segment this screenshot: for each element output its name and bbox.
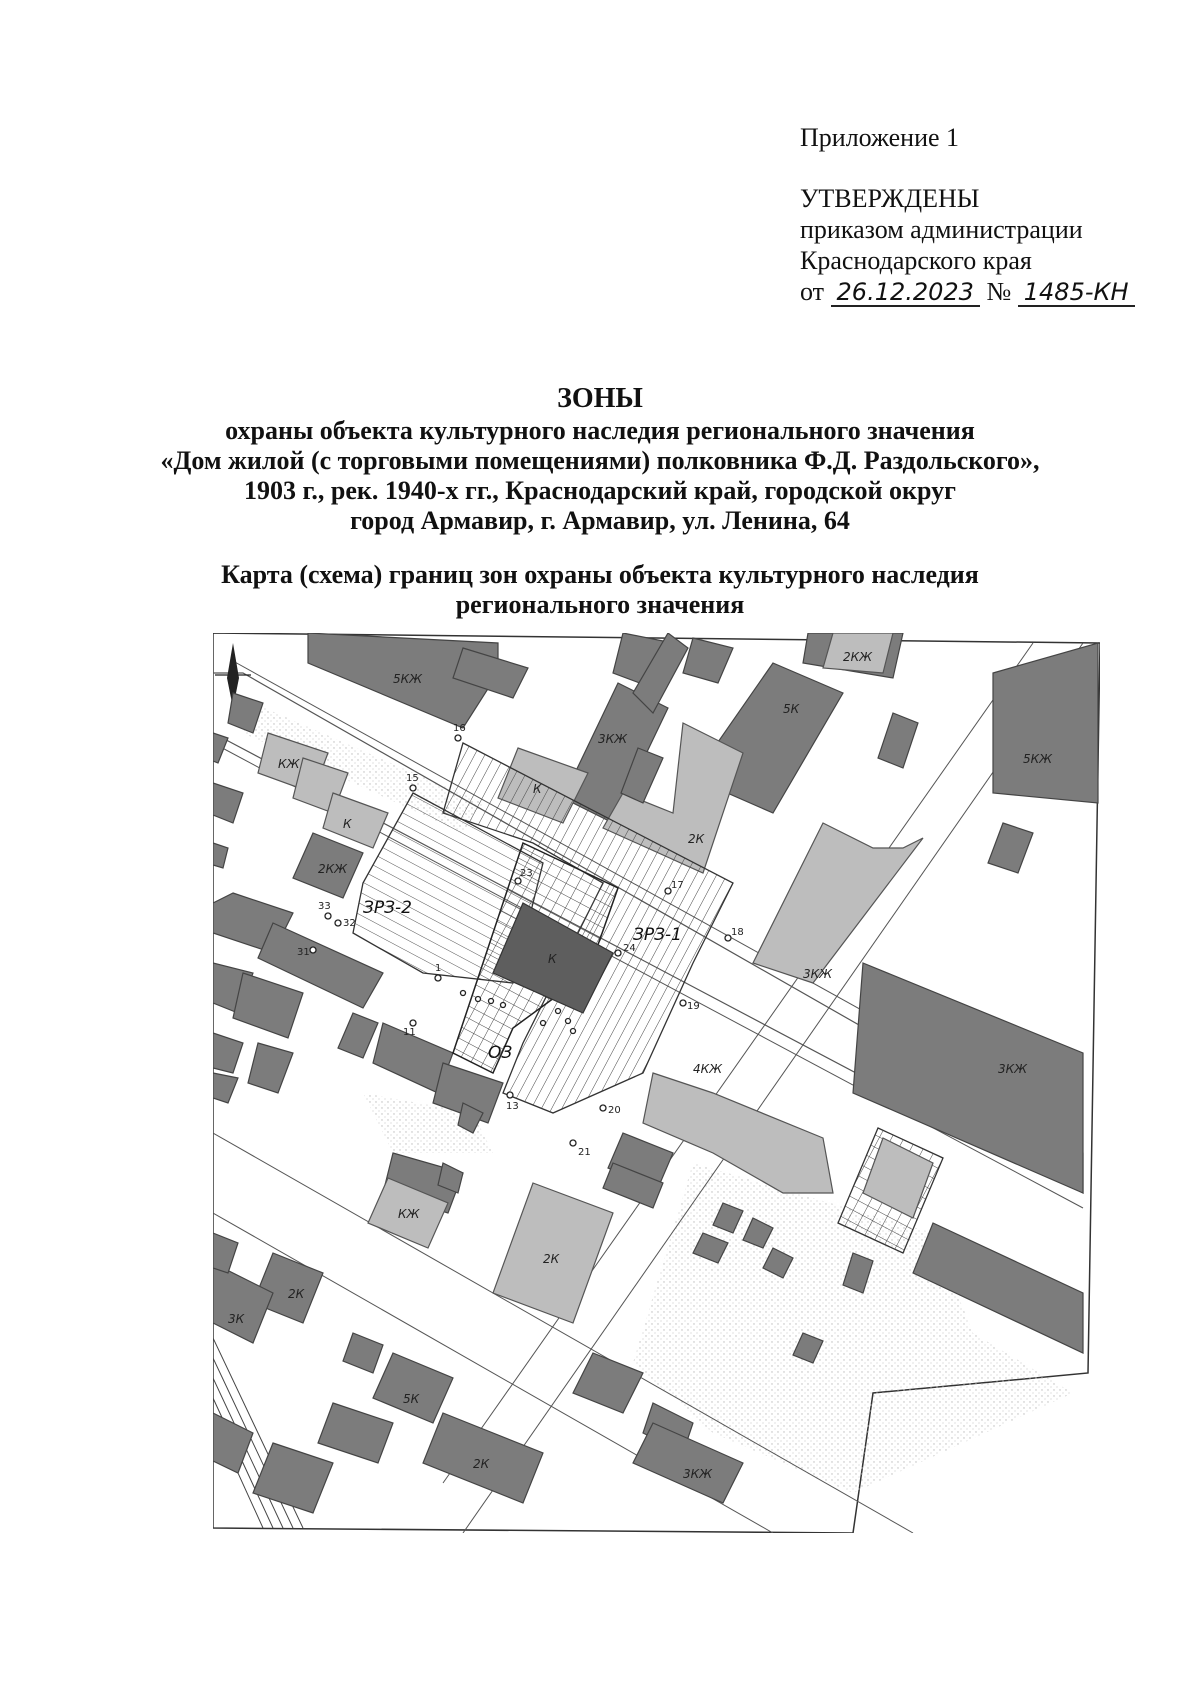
document-heading [120,384,1080,620]
label-3kzh-far: 3КЖ [998,1062,1028,1076]
zone-label-zrz-2: ЗРЗ-2 [363,898,412,918]
point-17: 17 [671,880,684,891]
order-date: 26.12.2023 [831,279,980,307]
label-3kzh-bottom: 3КЖ [683,1467,713,1481]
label-5kzh: 5КЖ [393,672,423,686]
date-prefix: от [800,277,825,306]
label-2k-lower: 2К [473,1457,490,1471]
approval-line-2: Краснодарского края [800,246,1032,275]
heading-line-1: охраны объекта культурного наследия регионального значения [225,416,975,445]
label-2k-right: 2К [688,832,705,846]
approval-block [800,122,1135,307]
approved-label: УТВЕРЖДЕНЫ [800,184,980,213]
label-3kzh-mid: 3КЖ [598,732,628,746]
number-prefix: № [986,277,1012,306]
label-5k-bottom: 5К [403,1392,420,1406]
approval-line-1: приказом администрации [800,215,1083,244]
label-k-left: К [343,817,352,831]
label-5kzh-right: 5КЖ [1023,752,1053,766]
point-33: 33 [318,901,331,912]
point-20: 20 [608,1105,621,1116]
label-3kzh-right: 3КЖ [803,967,833,981]
zone-label-oz: ОЗ [488,1043,513,1063]
label-2k-bottom: 2К [543,1252,560,1266]
point-19: 19 [687,1001,700,1012]
point-15: 15 [406,773,419,784]
heading-line-4: город Армавир, г. Армавир, ул. Ленина, 64 [350,506,850,535]
point-24: 24 [623,943,636,954]
label-2kzh-left: 2КЖ [318,862,348,876]
point-18: 18 [731,927,744,938]
heading-line-3: 1903 г., рек. 1940-х гг., Краснодарский край, городской округ [244,476,956,505]
subtitle-line-1: Карта (схема) границ зон охраны объекта культурного наследия [221,560,979,589]
point-31: 31 [297,947,310,958]
zone-map [213,633,1100,1533]
label-5k: 5К [783,702,800,716]
label-3k-left: 3К [228,1312,245,1326]
map-svg [213,633,1100,1533]
subtitle-line-2: регионального значения [455,590,745,619]
point-11: 11 [403,1027,416,1038]
label-kzh-left: КЖ [278,757,300,771]
appendix-label: Приложение 1 [800,123,960,152]
point-23: 23 [520,868,533,879]
label-kzh-lower: КЖ [398,1207,420,1221]
order-number: 1485-КН [1018,279,1135,307]
heading-line-2: «Дом жилой (с торговыми помещениями) полковника Ф.Д. Раздольского», [160,446,1040,475]
point-21: 21 [578,1147,591,1158]
point-13: 13 [506,1101,519,1112]
zone-label-zrz-1: ЗРЗ-1 [633,925,682,945]
label-object: К [548,952,557,966]
point-32: 32 [343,918,356,929]
point-1: 1 [435,963,442,974]
point-16: 16 [453,723,466,734]
label-2kzh-top: 2КЖ [843,650,873,664]
label-2k-left: 2К [288,1287,305,1301]
label-4kzh: 4КЖ [693,1062,723,1076]
heading-title: ЗОНЫ [557,383,643,414]
approval-date-row [800,276,1135,307]
